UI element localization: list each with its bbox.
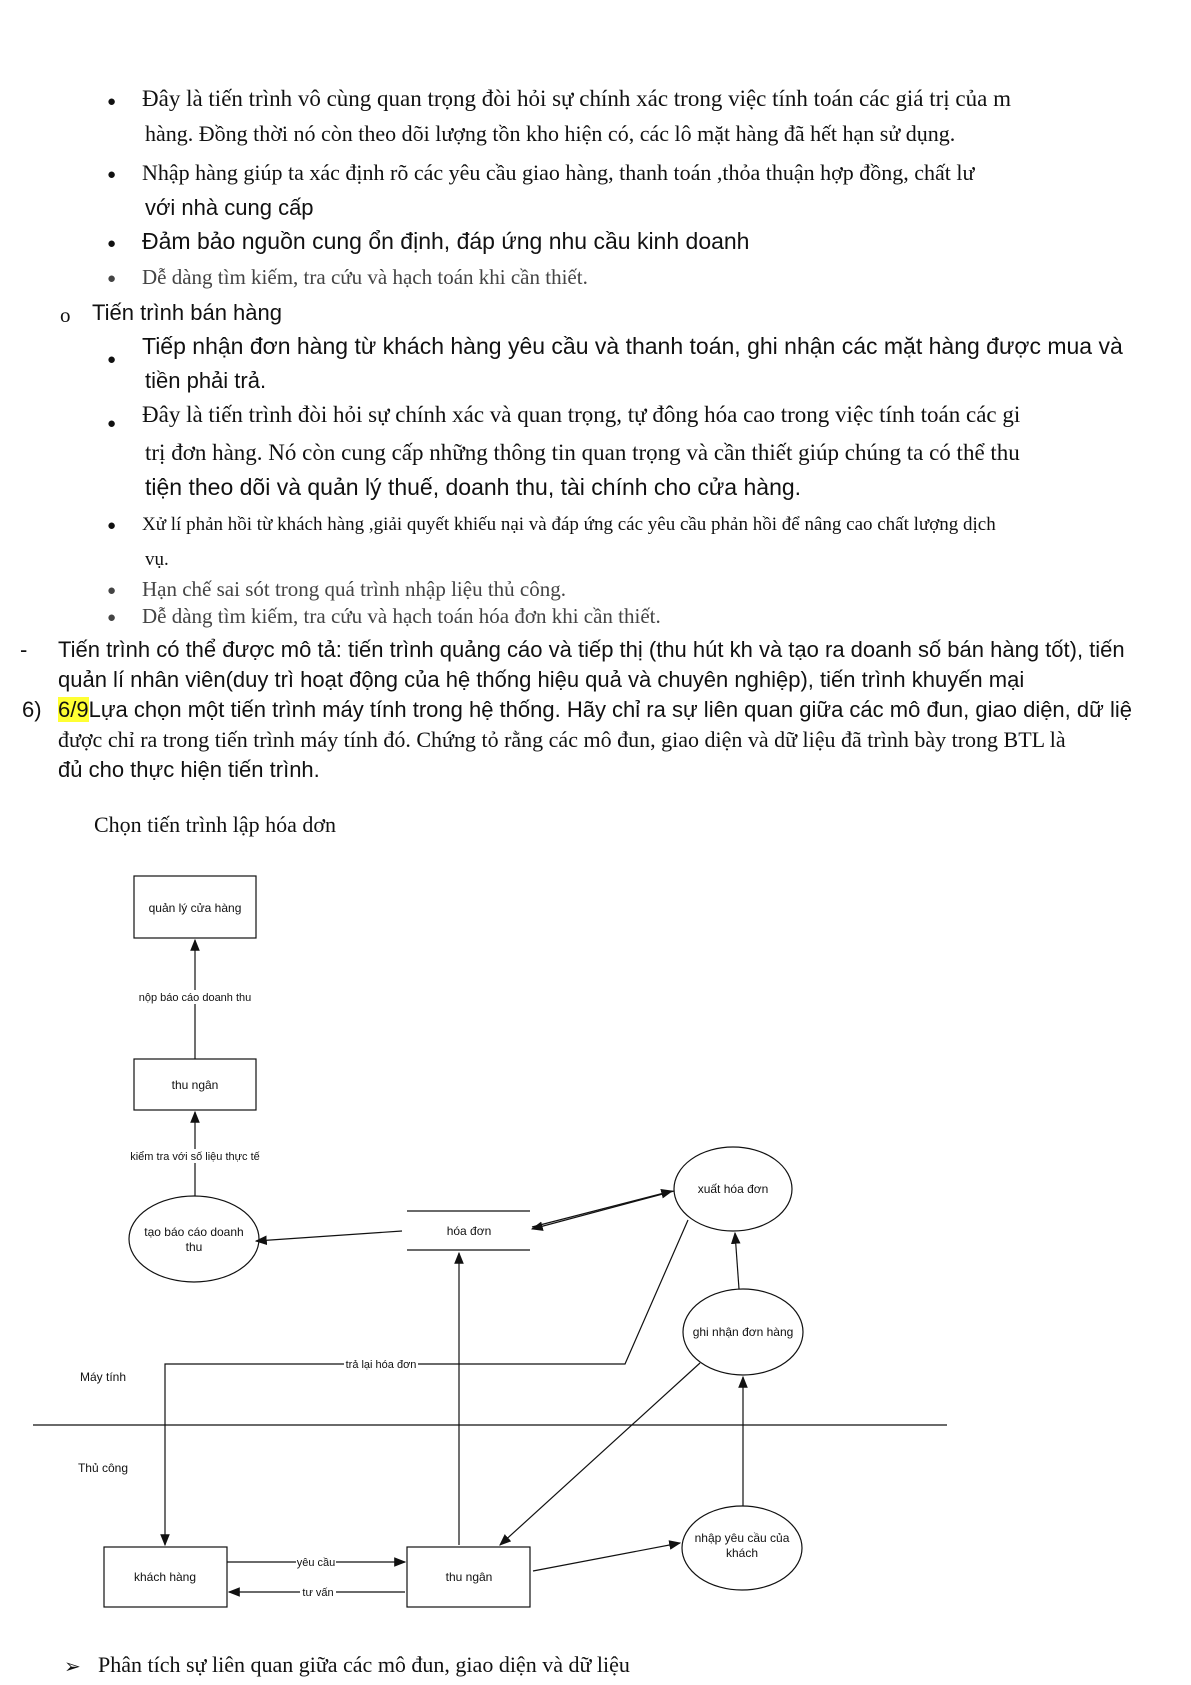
bullet-dot: ● — [107, 351, 117, 368]
text-line: Đảm bảo nguồn cung ổn định, đáp ứng nhu cầu kinh doanh — [142, 228, 750, 254]
zone-label-manual: Thủ công — [77, 1461, 129, 1475]
text-line: Tiến trình có thể được mô tả: tiến trình quảng cáo và tiếp thị (thu hút kh và tạo ra doanh số bán hàng tốt), tiến — [58, 637, 1125, 662]
flow-label: kiểm tra với số liệu thực tế — [130, 1151, 260, 1163]
question-line: đủ cho thực hiện tiến trình. — [58, 757, 320, 782]
bullet-dot: ● — [107, 166, 117, 183]
report-process — [129, 1196, 259, 1282]
store-label: hóa đơn — [446, 1224, 492, 1238]
cashier-bottom-label: thu ngân — [445, 1570, 493, 1584]
question-text: Lựa chọn một tiến trình máy tính trong hệ thống. Hãy chỉ ra sự liên quan giữa các mô đun, giao diện, dữ liệ — [88, 697, 1132, 722]
footer-text: Phân tích sự liên quan giữa các mô đun, giao diện và dữ liệu — [98, 1652, 630, 1677]
report-label: tạo báo cáo doanh — [144, 1225, 244, 1239]
flow-label: yêu cầu — [296, 1557, 336, 1569]
bullet-dot: ● — [107, 93, 117, 110]
record-label: ghi nhận đơn hàng — [692, 1325, 794, 1339]
report-label: thu — [185, 1240, 203, 1254]
bullet-dot: ● — [107, 609, 117, 626]
cashier-top-label: thu ngân — [171, 1078, 219, 1092]
text-line: với nhà cung cấp — [145, 195, 314, 220]
sub-marker: o — [60, 303, 71, 327]
question-number: 6) — [22, 697, 42, 722]
bullet-dot: ● — [107, 270, 117, 287]
text-line: Đây là tiến trình đòi hỏi sự chính xác và quan trọng, tự đông hóa cao trong việc tính toán các gi — [142, 402, 1021, 427]
manager-label: quản lý cửa hàng — [148, 901, 242, 915]
text-line: Hạn chế sai sót trong quá trình nhập liệu thủ công. — [142, 577, 566, 601]
footer-marker: ➢ — [64, 1656, 81, 1678]
input-label: nhập yêu cầu của — [694, 1531, 790, 1545]
text-line — [142, 86, 1011, 112]
text-line: hàng. Đồng thời nó còn theo dõi lượng tồn kho hiện có, các lô mặt hàng đã hết hạn sử dụng. — [145, 121, 956, 146]
text-line: trị đơn hàng. Nó còn cung cấp những thông tin quan trọng và cần thiết giúp chúng ta có thể thu — [145, 440, 1020, 465]
export-label: xuất hóa đơn — [697, 1182, 769, 1196]
question-line: được chỉ ra trong tiến trình máy tính đó. Chứng tỏ rằng các mô đun, giao diện và dữ liệu đã trình bày trong BTL là — [58, 727, 1066, 752]
zone-label-computer: Máy tính — [79, 1370, 127, 1384]
chosen-process: Chọn tiến trình lập hóa dơn — [94, 812, 336, 837]
dfd-diagram — [0, 850, 1191, 1650]
text-line: quản lí nhân viên(duy trì hoạt động của hệ thống hiệu quả và chuyên nghiệp), tiến trình khuyến mại — [58, 667, 1025, 692]
text-line: Tiếp nhận đơn hàng từ khách hàng yêu cầu và thanh toán, ghi nhận các mặt hàng được mua và — [142, 333, 1123, 359]
flow-label: tư vấn — [302, 1587, 334, 1599]
flow-label: nộp báo cáo doanh thu — [138, 992, 252, 1004]
bullet-dot: ● — [107, 415, 117, 432]
customer-label: khách hàng — [133, 1570, 197, 1584]
text-line: Đây là tiến trình vô cùng quan trọng đòi hỏi sự chính xác trong việc tính toán các giá trị của m — [142, 86, 1011, 111]
text-line: Dễ dàng tìm kiếm, tra cứu và hạch toán hóa đơn khi cần thiết. — [142, 604, 661, 628]
bullet-dot: ● — [107, 517, 117, 534]
score-highlight: 6/9 — [58, 697, 89, 722]
text-line: tiền phải trả. — [145, 368, 267, 393]
text-line: tiện theo dõi và quản lý thuế, doanh thu, tài chính cho cửa hàng. — [145, 474, 802, 500]
question-line — [58, 697, 1132, 723]
text-line: vụ. — [145, 549, 169, 570]
text-line: Xử lí phản hồi từ khách hàng ,giải quyết khiếu nại và đáp ứng các yêu cầu phản hồi để nâng cao chất lượng dịch — [142, 514, 996, 535]
text-line: Nhập hàng giúp ta xác định rõ các yêu cầu giao hàng, thanh toán ,thỏa thuận hợp đồng, chất lư — [142, 160, 975, 185]
input-label: khách — [725, 1546, 759, 1560]
text-line: Dễ dàng tìm kiếm, tra cứu và hạch toán khi cần thiết. — [142, 265, 588, 289]
flow-label: trả lại hóa đơn — [345, 1359, 417, 1371]
bullet-dot: ● — [107, 235, 117, 252]
dash-marker: - — [20, 637, 28, 662]
bullet-dot: ● — [107, 582, 117, 599]
sub-heading: Tiến trình bán hàng — [92, 300, 282, 325]
